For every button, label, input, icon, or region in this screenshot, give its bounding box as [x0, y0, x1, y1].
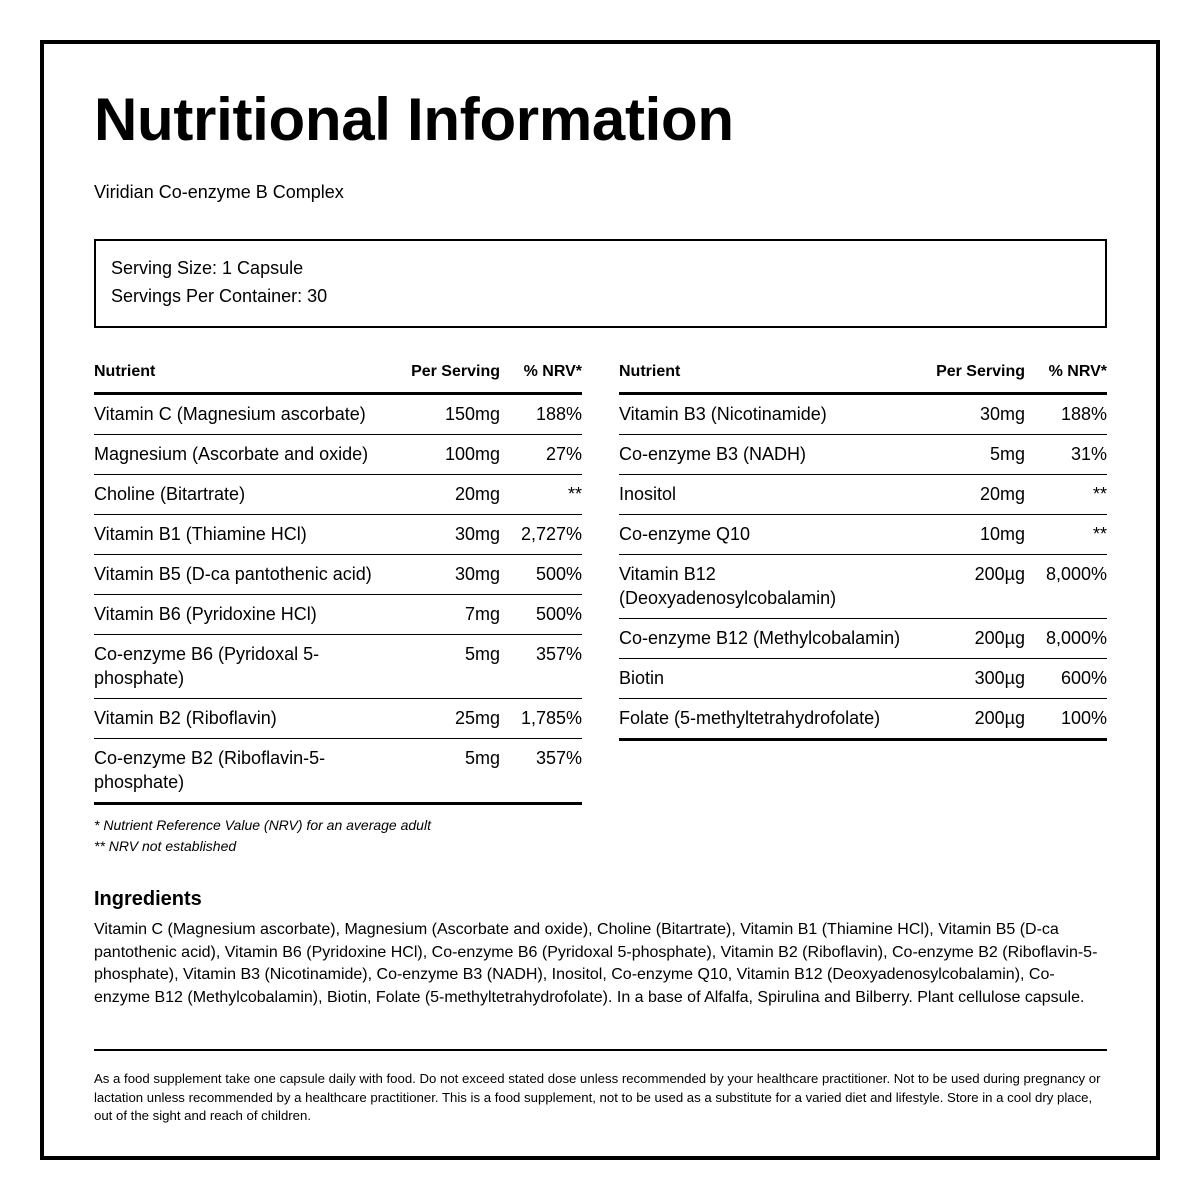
- nutrient-name: Co-enzyme B12 (Methylcobalamin): [619, 628, 901, 648]
- table-row: [94, 515, 582, 555]
- nutrient-name: Biotin: [619, 668, 665, 688]
- nutrient-name: Vitamin B12 (Deoxyadenosylcobalamin): [619, 564, 837, 608]
- nutrient-name: Folate (5-methyltetrahydrofolate): [619, 708, 881, 728]
- table-row: [619, 555, 1107, 619]
- nutrient-amount: 30mg: [454, 524, 500, 544]
- nutrient-nrv: **: [1092, 524, 1107, 544]
- warning-text: As a food supplement take one capsule daily with food. Do not exceed stated dose unless recommended by your healthcare practitioner. Not to be used during pregnancy or lactation unless recommended by a healthcare practitioner. This is a food supplement, not to be used as a substitute for a varied diet and lifestyle. Store in a cool dry place, out of the sight and reach of children.: [94, 1071, 1101, 1124]
- table-row: [94, 739, 582, 805]
- nutrient-amount: 200µg: [974, 628, 1025, 648]
- table-row: [94, 595, 582, 635]
- column-header-per-serving: Per Serving: [936, 362, 1025, 380]
- nutrient-amount: 5mg: [464, 644, 500, 664]
- nutrient-name: Inositol: [619, 484, 677, 504]
- divider: [94, 1049, 1107, 1051]
- nutrient-nrv: 357%: [535, 748, 582, 768]
- nutrient-name: Vitamin B6 (Pyridoxine HCl): [94, 604, 317, 624]
- nutrient-amount: 10mg: [979, 524, 1025, 544]
- nutrient-amount: 20mg: [454, 484, 500, 504]
- nutrient-nrv: 8,000%: [1045, 628, 1107, 648]
- nutrient-name: Co-enzyme B2 (Riboflavin-5-phosphate): [94, 748, 326, 792]
- table-row: [94, 395, 582, 435]
- nutrient-nrv: 600%: [1060, 668, 1107, 688]
- nutrient-name: Vitamin C (Magnesium ascorbate): [94, 404, 366, 424]
- nutrient-table-left: [94, 359, 582, 805]
- nutrient-nrv: 500%: [535, 564, 582, 584]
- nutrient-tables: [94, 359, 1107, 805]
- nutrient-amount: 150mg: [444, 404, 500, 424]
- nutrient-amount: 30mg: [454, 564, 500, 584]
- nutrient-amount: 5mg: [464, 748, 500, 768]
- serving-size: Serving Size: 1 Capsule: [111, 258, 304, 278]
- nutrient-amount: 200µg: [974, 564, 1025, 584]
- nutrient-name: Vitamin B3 (Nicotinamide): [619, 404, 827, 424]
- column-header-nrv: % NRV*: [1048, 362, 1107, 380]
- table-header: [619, 359, 1107, 395]
- column-header-nutrient: Nutrient: [94, 362, 156, 380]
- table-body-right: [619, 395, 1107, 741]
- servings-per-container: Servings Per Container: 30: [111, 286, 328, 306]
- serving-info-box: [94, 239, 1107, 328]
- nutrient-name: Co-enzyme B3 (NADH): [619, 444, 807, 464]
- nutrient-nrv: 8,000%: [1045, 564, 1107, 584]
- nutrient-name: Vitamin B5 (D-ca pantothenic acid): [94, 564, 372, 584]
- nutrient-name: Vitamin B1 (Thiamine HCl): [94, 524, 307, 544]
- nutrient-name: Co-enzyme Q10: [619, 524, 751, 544]
- nutrient-nrv: 100%: [1060, 708, 1107, 728]
- table-row: [94, 435, 582, 475]
- footnote-not-established: ** NRV not established: [94, 838, 237, 854]
- column-header-per-serving: Per Serving: [411, 362, 500, 380]
- nutrient-nrv: 500%: [535, 604, 582, 624]
- table-row: [619, 475, 1107, 515]
- nutrient-amount: 30mg: [979, 404, 1025, 424]
- nutrient-nrv: 188%: [1060, 404, 1107, 424]
- nutrient-amount: 7mg: [464, 604, 500, 624]
- table-row: [619, 395, 1107, 435]
- table-body-left: [94, 395, 582, 805]
- nutrient-amount: 100mg: [444, 444, 500, 464]
- nutrient-name: Magnesium (Ascorbate and oxide): [94, 444, 369, 464]
- nutrient-amount: 200µg: [974, 708, 1025, 728]
- table-row: [619, 619, 1107, 659]
- nutrition-label: [40, 40, 1160, 1160]
- table-row: [94, 555, 582, 595]
- column-header-nrv: % NRV*: [523, 362, 582, 380]
- nutrient-amount: 300µg: [974, 668, 1025, 688]
- nutrient-table-right: [619, 359, 1107, 741]
- table-row: [619, 435, 1107, 475]
- product-name: Viridian Co-enzyme B Complex: [94, 182, 344, 202]
- nutrient-name: Choline (Bitartrate): [94, 484, 246, 504]
- nutrient-nrv: **: [1092, 484, 1107, 504]
- table-row: [619, 515, 1107, 555]
- nutrient-nrv: 31%: [1070, 444, 1107, 464]
- table-header: [94, 359, 582, 395]
- footnote-nrv: * Nutrient Reference Value (NRV) for an average adult: [94, 817, 431, 833]
- footnotes: [94, 815, 1107, 857]
- nutrient-nrv: 188%: [535, 404, 582, 424]
- nutrient-name: Co-enzyme B6 (Pyridoxal 5-phosphate): [94, 644, 320, 688]
- table-row: [619, 659, 1107, 699]
- nutrient-amount: 5mg: [989, 444, 1025, 464]
- nutrient-amount: 20mg: [979, 484, 1025, 504]
- table-row: [619, 699, 1107, 741]
- nutrient-nrv: 27%: [545, 444, 582, 464]
- ingredients-heading: Ingredients: [94, 888, 202, 910]
- label-content: [94, 84, 1107, 1126]
- ingredients-text: Vitamin C (Magnesium ascorbate), Magnesium (Ascorbate and oxide), Choline (Bitartrate), Vitamin B1 (Thiamine HCl), Vitamin B5 (D-ca pantothenic acid), Vitamin B6 (Pyridoxine HCl), Co-enzyme B6 (Pyridoxal 5-phosphate), Vitamin B2 (Riboflavin), Co-enzyme B2 (Riboflavin-5-phosphate), Vitamin B3 (Nicotinamide), Co-enzyme B3 (NADH), Inositol, Co-enzyme Q10, Vitamin B12 (Deoxyadenosylcobalamin), Co-enzyme B12 (Methylcobalamin), Biotin, Folate (5-methyltetrahydrofolate). In a base of Alfalfa, Spirulina and Bilberry. Plant cellulose capsule.: [94, 921, 1098, 1006]
- column-header-nutrient: Nutrient: [619, 362, 681, 380]
- nutrient-name: Vitamin B2 (Riboflavin): [94, 708, 277, 728]
- nutrient-nrv: 2,727%: [520, 524, 582, 544]
- table-row: [94, 699, 582, 739]
- table-row: [94, 635, 582, 699]
- page-title: Nutritional Information: [94, 86, 734, 153]
- nutrient-amount: 25mg: [454, 708, 500, 728]
- nutrient-nrv: **: [567, 484, 582, 504]
- nutrient-nrv: 1,785%: [520, 708, 582, 728]
- table-row: [94, 475, 582, 515]
- nutrient-nrv: 357%: [535, 644, 582, 664]
